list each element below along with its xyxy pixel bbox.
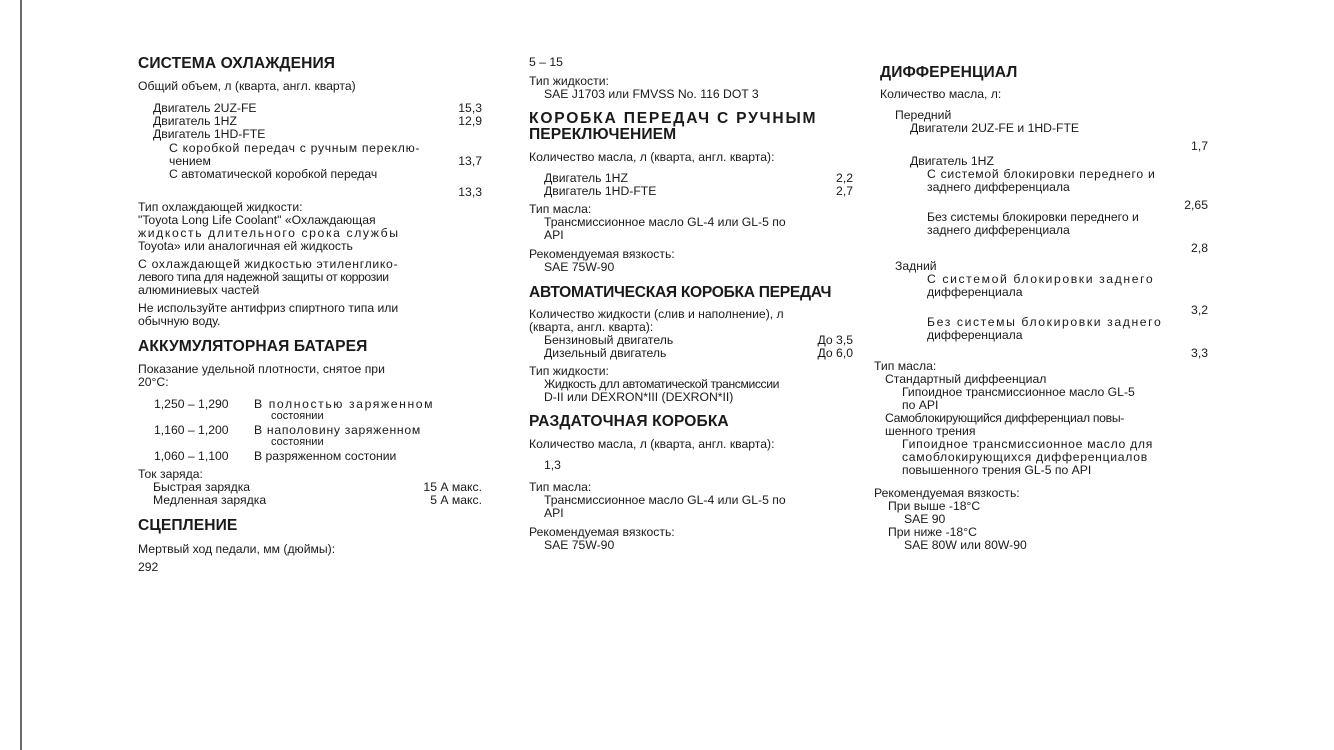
- brake-value: 5 – 15: [529, 55, 563, 69]
- brake-fluid-value: SAE J1703 или FMVSS No. 116 DOT 3: [544, 87, 759, 101]
- battery-density-line1: Показание удельной плотности, снятое при: [138, 362, 385, 376]
- diff-below-value: SAE 80W или 80W-90: [904, 538, 1027, 552]
- diff-rear-without-line2: дифференциала: [927, 328, 1023, 342]
- diff-front-1hz-label: Двигатель 1HZ: [910, 154, 994, 168]
- coolant-line2: жидкость длительного срока службы: [138, 226, 400, 240]
- manual-trans-oil-label: Тип масла:: [529, 202, 592, 216]
- transfer-oil-line2: API: [544, 506, 564, 520]
- diff-with-lock-line2: заднего дифференциала: [927, 180, 1070, 194]
- auto-trans-fluid-line2: D-II или DEXRON*III (DEXRON*II): [544, 390, 734, 404]
- diff-oil-type-label: Тип масла:: [874, 359, 937, 373]
- diff-lsd-oil-line1: Гипоидное трансмиссионное масло для: [902, 437, 1154, 451]
- ethylene-line3: алюминиевых частей: [138, 283, 260, 297]
- charge-row-label: Медленная зарядка: [153, 493, 267, 507]
- manual-trans-capacity-label: Количество масла, л (кварта, англ. кварта):: [529, 150, 775, 164]
- manual-trans-heading-line2: ПЕРЕКЛЮЧЕНИЕМ: [529, 126, 677, 143]
- battery-state-cont: состоянии: [271, 410, 324, 422]
- warning-line2: обычную воду.: [138, 314, 221, 328]
- cooling-auto-value: 13,3: [458, 185, 482, 199]
- clutch-heading: СЦЕПЛЕНИЕ: [138, 517, 238, 534]
- diff-rear-with-line1: С системой блокировки заднего: [927, 272, 1155, 286]
- diff-rear-with-line2: дифференциала: [927, 285, 1023, 299]
- cooling-row-value: 12,9: [458, 114, 482, 128]
- auto-trans-fluid-line1: Жидкость длл автоматической трансмиссии: [544, 377, 780, 391]
- manual-trans-row-label: Двигатель 1HD-FTE: [544, 184, 657, 198]
- transfer-capacity-label: Количество масла, л (кварта, англ. кварта):: [529, 437, 775, 451]
- diff-without-lock-line1: Без системы блокировки переднего и: [927, 210, 1139, 224]
- auto-trans-fluid-label: Тип жидкости:: [529, 364, 609, 378]
- diff-viscosity-label: Рекомендуемая вязкость:: [874, 486, 1020, 500]
- battery-state: В разряженном состонии: [254, 449, 397, 463]
- cooling-manual-line2: чением: [169, 154, 211, 168]
- ethylene-line2: левого типа для надежной защиты от коррозии: [138, 270, 389, 284]
- diff-lsd-oil-line3: повышенного трения GL-5 по API: [902, 463, 1092, 477]
- auto-trans-capacity-line2: (кварта, англ. кварта):: [529, 320, 654, 334]
- battery-range: 1,250 – 1,290: [154, 397, 229, 411]
- transfer-oil-label: Тип масла:: [529, 480, 592, 494]
- auto-trans-heading: АВТОМАТИЧЕСКАЯ КОРОБКА ПЕРЕДАЧ: [529, 284, 832, 301]
- manual-trans-heading-line1: КОРОБКА ПЕРЕДАЧ С РУЧНЫМ: [529, 110, 818, 127]
- cooling-heading: СИСТЕМА ОХЛАЖДЕНИЯ: [138, 55, 336, 72]
- cooling-manual-value: 13,7: [458, 154, 482, 168]
- manual-trans-viscosity-value: SAE 75W-90: [544, 260, 615, 274]
- cooling-manual-line1: С коробкой передач с ручным переклю-: [169, 141, 421, 155]
- diff-standard-oil-line1: Гипоидное трансмиссионное масло GL-5: [902, 385, 1135, 399]
- clutch-pedal-label: Мертвый ход педали, мм (дюймы):: [138, 542, 336, 556]
- battery-density-line2: 20°C:: [138, 375, 169, 389]
- manual-trans-row-label: Двигатель 1HZ: [544, 171, 628, 185]
- battery-state-cont: состоянии: [271, 436, 324, 448]
- diff-standard-label: Стандартный диффеенциал: [885, 372, 1047, 386]
- diff-front-label: Передний: [895, 108, 952, 122]
- diff-standard-oil-line2: по API: [902, 398, 939, 412]
- warning-line1: Не используйте антифриз спиртного типа или: [138, 301, 399, 315]
- diff-capacity-label: Количество масла, л:: [880, 87, 1002, 101]
- diff-above-value: SAE 90: [904, 512, 946, 526]
- battery-state: В полностью заряженном: [254, 397, 435, 411]
- manual-trans-row-value: 2,7: [836, 184, 853, 198]
- charge-row-value: 5 А макс.: [430, 493, 482, 507]
- diff-lsd-line2: шенного трения: [885, 424, 976, 438]
- cooling-row-label: Двигатель 2UZ-FE: [153, 101, 257, 115]
- coolant-type-label: Тип охлаждающей жидкости:: [138, 200, 303, 214]
- transfer-capacity-value: 1,3: [544, 458, 561, 472]
- transfer-heading: РАЗДАТОЧНАЯ КОРОБКА: [529, 413, 729, 430]
- transfer-oil-line1: Трансмиссионное масло GL-4 или GL-5 по: [544, 493, 786, 507]
- brake-fluid-label: Тип жидкости:: [529, 74, 609, 88]
- auto-trans-row-label: Бензиновый двигатель: [544, 333, 674, 347]
- diff-front-engines-value: 1,7: [1191, 139, 1208, 153]
- cooling-row-label: Двигатель 1HZ: [153, 114, 237, 128]
- manual-trans-row-value: 2,2: [836, 171, 853, 185]
- diff-below-label: При ниже -18°C: [888, 525, 977, 539]
- diff-above-label: При выше -18°C: [888, 499, 981, 513]
- charge-row-value: 15 А макс.: [423, 480, 482, 494]
- cooling-row-value: 15,3: [458, 101, 482, 115]
- transfer-viscosity-label: Рекомендуемая вязкость:: [529, 525, 675, 539]
- charge-row-label: Быстрая зарядка: [153, 480, 251, 494]
- diff-lsd-oil-line2: самоблокирующихся дифференциалов: [902, 450, 1148, 464]
- coolant-line3: Toyota» или аналогичная ей жидкость: [138, 239, 353, 253]
- manual-trans-oil-line1: Трансмиссионное масло GL-4 или GL-5 по: [544, 215, 786, 229]
- auto-trans-row-label: Дизельный двигатель: [544, 346, 667, 360]
- manual-trans-oil-line2: API: [544, 228, 564, 242]
- diff-with-lock-value: 2,65: [1184, 198, 1208, 212]
- diff-rear-with-value: 3,2: [1191, 303, 1208, 317]
- diff-rear-without-value: 3,3: [1191, 346, 1208, 360]
- battery-state: В наполовину заряженном: [254, 423, 421, 437]
- cooling-auto-label: С автоматической коробкой передач: [169, 167, 378, 181]
- charge-label: Ток заряда:: [138, 467, 203, 481]
- cooling-capacity-label: Общий объем, л (кварта, англ. кварта): [138, 79, 356, 93]
- transfer-viscosity-value: SAE 75W-90: [544, 538, 615, 552]
- differential-heading: ДИФФЕРЕНЦИАЛ: [880, 64, 1018, 81]
- auto-trans-row-value: До 6,0: [817, 346, 853, 360]
- clutch-pedal-value: 292: [138, 560, 159, 574]
- auto-trans-capacity-line1: Количество жидкости (слив и наполнение), л: [529, 307, 784, 321]
- diff-without-lock-value: 2,8: [1191, 241, 1208, 255]
- diff-lsd-line1: Самоблокирующийся дифференциал повы-: [885, 411, 1125, 425]
- battery-heading: АККУМУЛЯТОРНАЯ БАТАРЕЯ: [138, 338, 368, 355]
- manual-trans-viscosity-label: Рекомендуемая вязкость:: [529, 247, 675, 261]
- diff-without-lock-line2: заднего дифференциала: [927, 223, 1070, 237]
- page-edge-line: [20, 0, 22, 750]
- diff-rear-label: Задний: [895, 259, 937, 273]
- diff-rear-without-line1: Без системы блокировки заднего: [927, 315, 1163, 329]
- cooling-row-label: Двигатель 1HD-FTE: [153, 127, 266, 141]
- diff-front-engines-label: Двигатели 2UZ-FE и 1HD-FTE: [910, 121, 1080, 135]
- diff-with-lock-line1: С системой блокировки переднего и: [927, 167, 1156, 181]
- battery-range: 1,160 – 1,200: [154, 423, 229, 437]
- auto-trans-row-value: До 3,5: [817, 333, 853, 347]
- ethylene-line1: С охлаждающей жидкостью этиленглико-: [138, 257, 399, 271]
- coolant-line1: "Toyota Long Life Coolant" «Охлаждающая: [138, 213, 376, 227]
- battery-range: 1,060 – 1,100: [154, 449, 229, 463]
